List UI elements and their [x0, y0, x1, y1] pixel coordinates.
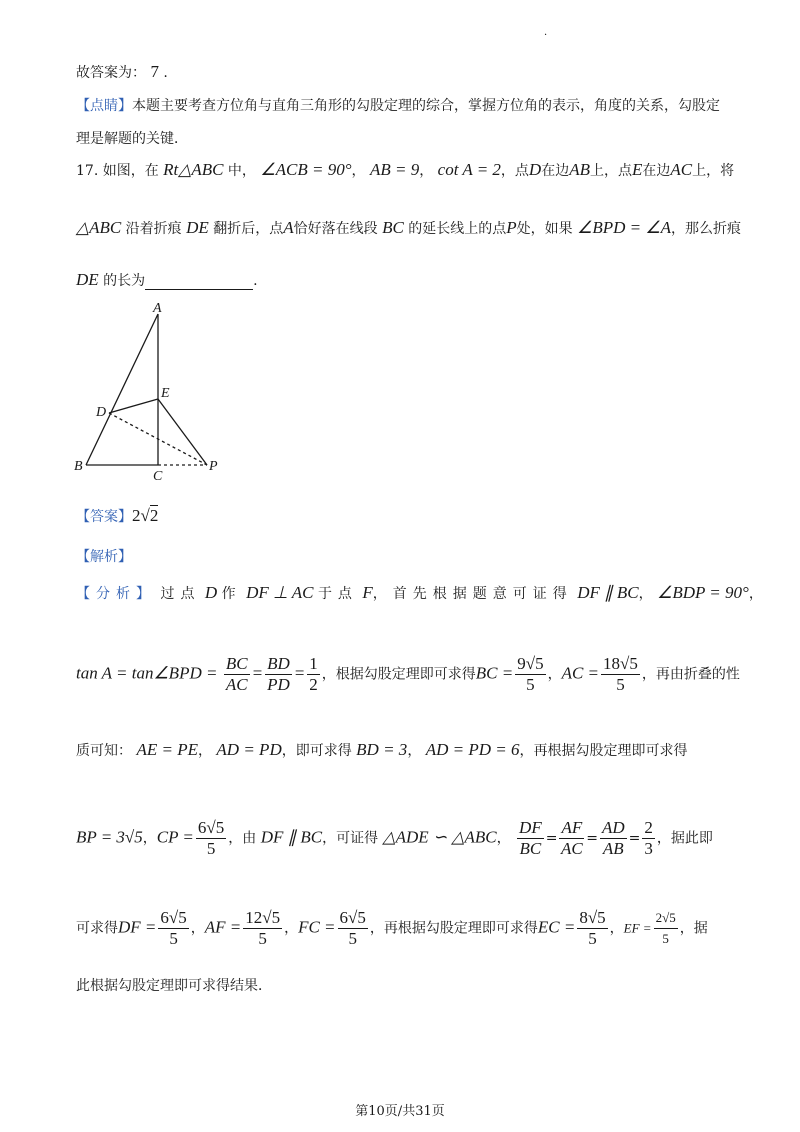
- text: 此根据勾股定理即可求得结果．: [76, 978, 272, 994]
- text: ，: [419, 163, 434, 179]
- text: 恰好落在线段: [293, 221, 378, 237]
- math: AB = 9: [369, 160, 420, 179]
- math: DE: [186, 218, 209, 237]
- math: BD = 3: [356, 740, 408, 759]
- denominator: 5: [662, 931, 669, 946]
- numerator: AF: [561, 818, 583, 837]
- text: 的延长线上的点: [408, 221, 507, 237]
- text: ，据: [679, 920, 708, 937]
- denominator: 5: [588, 929, 597, 948]
- math: BP = 3√5: [76, 827, 143, 847]
- math: BC: [382, 218, 404, 237]
- jiexi-tag: 【解析】: [76, 549, 132, 565]
- answer-tag: 【答案】: [76, 509, 132, 525]
- label-c: C: [153, 469, 163, 483]
- denominator: 3: [644, 839, 653, 858]
- answer-line: [76, 506, 158, 526]
- segment-ab: [86, 314, 158, 465]
- denominator: PD: [267, 675, 290, 694]
- fraction: [265, 654, 292, 695]
- math: AE = PE: [136, 740, 198, 759]
- geometry-figure: [64, 298, 234, 483]
- text: 上，将: [692, 163, 735, 179]
- problem-line-3: [76, 270, 258, 290]
- label-b: B: [74, 459, 83, 474]
- fraction: [577, 908, 607, 949]
- analysis-line-1: [76, 583, 763, 603]
- fraction: [515, 654, 545, 695]
- math: EC =: [537, 917, 576, 937]
- math: ∠BPD = ∠A: [577, 218, 671, 237]
- numerator: 2√5: [654, 908, 678, 929]
- math: DF ∥ BC: [577, 583, 639, 602]
- stray-dot: ·: [544, 30, 548, 41]
- text: ，由: [228, 830, 257, 847]
- text: 作: [221, 586, 242, 602]
- fraction: [196, 818, 226, 859]
- numerator: 2: [644, 818, 653, 837]
- text: ，再根据勾股定理即可求得: [369, 920, 538, 937]
- text: 在边: [642, 163, 671, 179]
- text: ，点: [500, 163, 529, 179]
- numerator: 8√5: [579, 908, 606, 927]
- math: CP =: [156, 827, 194, 847]
- math: D: [204, 583, 218, 602]
- problem-number: 17.: [76, 163, 99, 179]
- label-d: D: [96, 405, 107, 420]
- denominator: 5: [348, 929, 357, 948]
- problem-line-2: [76, 218, 741, 238]
- numerator: BC: [225, 654, 248, 673]
- denominator: 2: [309, 675, 318, 694]
- dianjing-tag: 【点睛】: [76, 98, 132, 114]
- math: ∠BDP = 90°: [657, 583, 749, 602]
- math: AC: [670, 160, 693, 179]
- label-p: P: [209, 459, 218, 474]
- text: ，: [197, 743, 212, 759]
- fraction: [158, 908, 188, 949]
- numerator: DF: [519, 818, 542, 837]
- text: 处，如果: [516, 221, 573, 237]
- text: 于点: [317, 586, 358, 602]
- text: 沿着折痕: [125, 221, 182, 237]
- math: DF ∥ BC: [260, 827, 323, 847]
- text: ，再由折叠的性: [641, 666, 740, 683]
- equals: =: [251, 663, 264, 683]
- denominator: 5: [258, 929, 267, 948]
- math: cot A = 2: [437, 160, 501, 179]
- analysis-line-3: [76, 740, 688, 760]
- text: ，: [407, 743, 422, 759]
- math: AD = PD = 6: [425, 740, 520, 759]
- answer-blank: [145, 275, 253, 290]
- math: DF ⊥ AC: [246, 583, 314, 602]
- fraction: [517, 818, 544, 859]
- segment-ep: [158, 399, 207, 465]
- page-footer: 第10页/共31页: [355, 1104, 445, 1119]
- numerator: 9√5: [517, 654, 544, 673]
- denominator: BC: [519, 839, 542, 858]
- math: DE: [76, 270, 99, 289]
- denominator: AC: [225, 675, 248, 694]
- text: 的长为: [103, 273, 146, 289]
- text: ，: [638, 586, 653, 602]
- analysis-line-2: tan A = tan∠BPD = $\frac{BC}{AC}$ = $\frac{BD}{PD}$ = $\frac{1}{2}$ ，根据勾股定理即可求得BC = $\frac{9√5}{5}$ ，AC = $\frac{18√5}{5}$ ，再由折叠的性: [76, 654, 740, 694]
- text: 上，点: [589, 163, 632, 179]
- math: AB: [569, 160, 590, 179]
- math: A: [283, 218, 294, 237]
- answer-coef: 2: [132, 506, 141, 525]
- text: ，那么折痕: [670, 221, 741, 237]
- denominator: AB: [602, 839, 624, 858]
- numerator: 6√5: [160, 908, 187, 927]
- math: BC =: [475, 663, 514, 683]
- text: 中，: [227, 163, 256, 179]
- fraction: [224, 654, 250, 695]
- analysis-line-5: 可求得DF = $\frac{6√5}{5}$ ，AF = $\frac{12√5}{5}$ ，FC = $\frac{6√5}{5}$ ，再根据勾股定理即可求得EC = $\frac{8√5}{5}$ ，EF = $\frac{2√5}{5}$ ，据: [76, 908, 708, 948]
- label-a: A: [153, 301, 162, 316]
- text: ，: [351, 163, 366, 179]
- numerator: 6√5: [197, 818, 225, 837]
- problem-line-1: [76, 160, 734, 180]
- analysis-line-6: [76, 975, 272, 995]
- dianjing-line-1: [76, 95, 720, 115]
- numerator: 1: [309, 654, 318, 673]
- text: 质可知：: [76, 743, 132, 759]
- fraction: [307, 654, 320, 695]
- dianjing-text-2: 理是解题的关键．: [76, 131, 188, 147]
- fraction: [601, 654, 640, 695]
- prev-answer-suffix: .: [163, 65, 168, 81]
- numerator: 12√5: [245, 908, 281, 927]
- math: △ABC: [76, 218, 122, 237]
- math: AD = PD: [216, 740, 282, 759]
- math: FC =: [298, 917, 336, 937]
- denominator: 5: [206, 839, 216, 858]
- dianjing-text-1: 本题主要考查方位角与直角三角形的勾股定理的综合，掌握方位角的表示，角度的关系，勾股定: [132, 98, 720, 114]
- equals: =: [293, 663, 306, 683]
- math: F: [362, 583, 373, 602]
- math: tan A = tan∠BPD =: [76, 663, 218, 683]
- math: AF =: [204, 917, 242, 937]
- text: ，可证得: [322, 830, 379, 847]
- math: AC =: [561, 663, 600, 683]
- math: ∠ACB = 90°: [260, 160, 352, 179]
- prev-answer-value: 7: [150, 62, 159, 81]
- text: 如图，在: [102, 163, 159, 179]
- prev-answer-label: 故答案为：: [76, 65, 146, 81]
- math: P: [506, 218, 517, 237]
- text: ，首先根据题意可证得: [372, 586, 573, 602]
- sqrt-symbol: √: [140, 506, 150, 525]
- math: DF =: [118, 917, 157, 937]
- fraction: [338, 908, 368, 949]
- text: ，据此即: [656, 830, 713, 847]
- text: ，: [748, 586, 763, 602]
- text: ，即可求得: [281, 743, 352, 759]
- dianjing-line-2: [76, 128, 188, 148]
- fraction: [243, 908, 282, 949]
- denominator: 5: [616, 675, 625, 694]
- fraction: [600, 818, 627, 859]
- fraction: [559, 818, 584, 859]
- prev-answer: [76, 62, 168, 82]
- denominator: AC: [560, 839, 583, 858]
- analysis-line-4: BP = 3√5，CP = $\frac{6√5}{5}$ ，由 DF ∥ BC，可证得 △ADE ∽ △ABC， $\frac{DF}{BC}$ = $\frac{AF}{AC}$ = $\frac{AD}{AB}$ = $\frac{2}{3}$ ，据此即: [76, 818, 713, 858]
- math: Rt△ABC: [163, 160, 224, 179]
- math: E: [631, 160, 643, 179]
- math: EF =: [623, 920, 652, 936]
- text: 可求得: [76, 920, 118, 937]
- numerator: AD: [601, 818, 625, 837]
- analysis-tag: 【分析】: [76, 586, 156, 602]
- text: ，再根据勾股定理即可求得: [519, 743, 688, 759]
- denominator: 5: [526, 675, 535, 694]
- text: ，根据勾股定理即可求得: [321, 666, 476, 683]
- label-e: E: [161, 386, 170, 401]
- fraction: [654, 908, 678, 949]
- jiexi-line: [76, 546, 132, 566]
- numerator: 6√5: [339, 908, 366, 927]
- text: 过点: [160, 586, 201, 602]
- answer-radicand: 2: [149, 506, 159, 525]
- math: △ADE ∽ △ABC: [382, 827, 497, 847]
- fraction: [642, 818, 655, 859]
- text: 在边: [541, 163, 570, 179]
- text: .: [253, 273, 258, 289]
- math: D: [528, 160, 542, 179]
- text: 翻折后，点: [213, 221, 284, 237]
- numerator: BD: [267, 654, 290, 673]
- denominator: 5: [169, 929, 178, 948]
- numerator: 18√5: [603, 654, 638, 673]
